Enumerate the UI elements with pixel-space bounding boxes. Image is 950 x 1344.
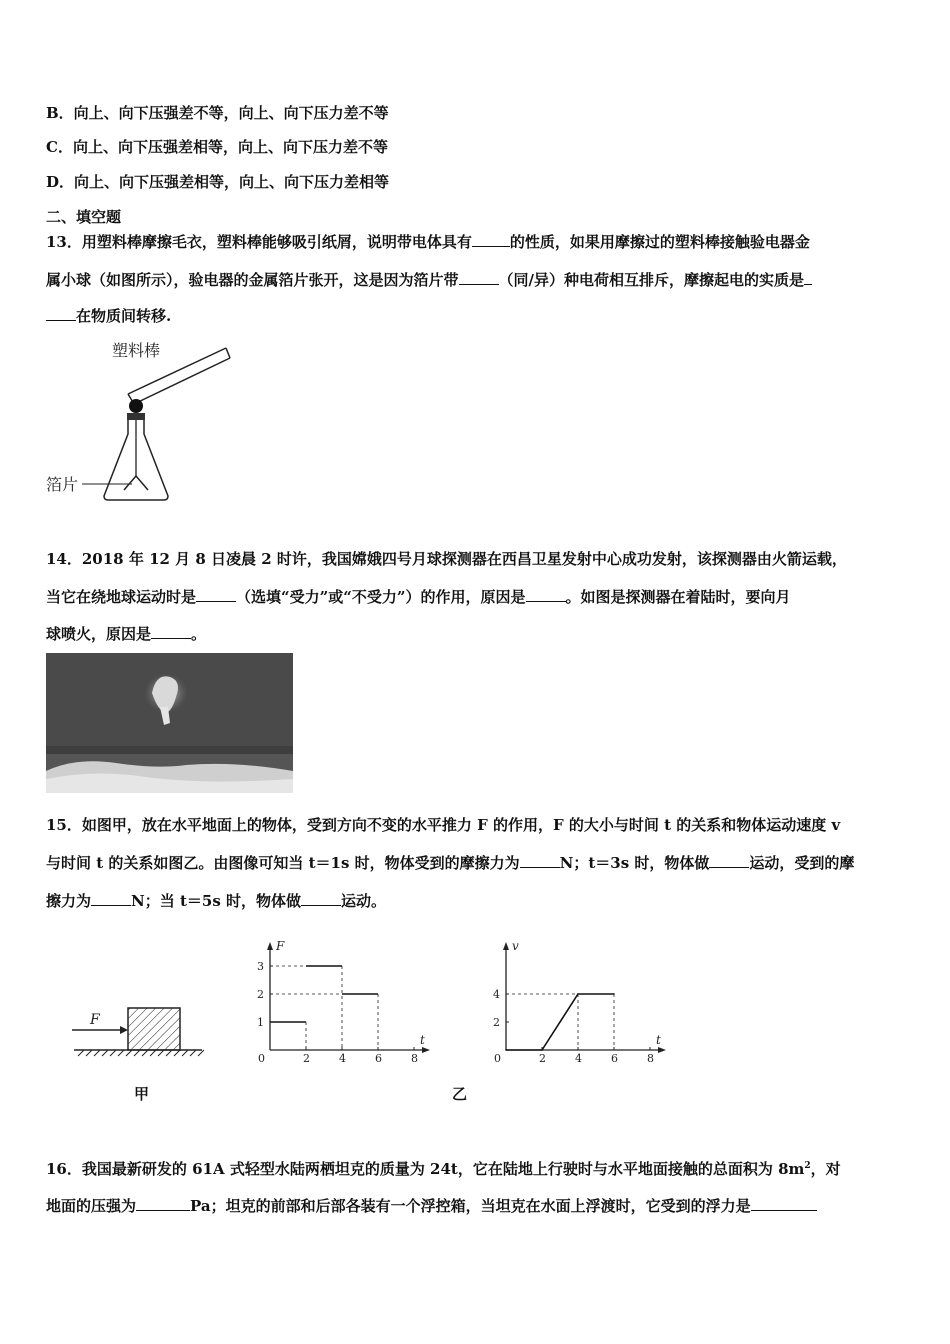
ft-x-tick-0: 0 (258, 1052, 265, 1065)
q14-blank-1[interactable] (196, 587, 236, 602)
option-c: C．向上、向下压强差相等，向上、向下压力差不等 (46, 138, 388, 156)
ft-x-label: t (420, 1033, 425, 1047)
vt-point-1 (541, 1049, 543, 1051)
q13-blank-3a[interactable] (804, 270, 812, 285)
option-b: B．向上、向下压强差不等，向上、向下压力差不等 (46, 104, 389, 122)
vt-x-label: t (656, 1033, 661, 1047)
ft-y-arrow (267, 942, 273, 950)
vt-x-arrow (658, 1047, 666, 1053)
force-label: F (90, 1012, 100, 1028)
vt-point-0 (505, 1049, 507, 1051)
q14-line3: 球喷火，原因是 。 (46, 625, 207, 643)
ft-x-tick-2: 2 (303, 1052, 310, 1065)
caption-jia: 甲 (134, 1085, 150, 1103)
foil-left (124, 476, 136, 490)
foil-right (136, 476, 148, 490)
q16-blank-1[interactable] (136, 1196, 190, 1211)
ft-y-tick-2: 2 (257, 988, 264, 1001)
vt-x-tick-8: 8 (647, 1052, 654, 1065)
ft-x-tick-6: 6 (375, 1052, 382, 1065)
q14-line1: 14．2018 年 12 月 8 日凌晨 2 时许，我国嫦娥四号月球探测器在西昌卫星发射中心成功发射，该探测器由火箭运载， (46, 550, 847, 568)
q16-line2: 地面的压强为 Pa；坦克的前部和后部各装有一个浮控箱，当坦克在水面上浮渡时，它受到的浮力是 (46, 1195, 817, 1216)
ft-y-label: F (276, 939, 285, 953)
caption-yi: 乙 (452, 1085, 468, 1103)
q13-line1: 13．用塑料棒摩擦毛衣，塑料棒能够吸引纸屑，说明带电体具有 的性质，如果用摩擦过的塑料棒接触验电器金 (46, 233, 810, 251)
q15-line3: 擦力为 N；当 t＝5s 时，物体做 运动。 (46, 892, 386, 910)
ft-y-tick-1: 1 (257, 1016, 264, 1029)
force-time-chart (248, 936, 438, 1070)
q15-line2: 与时间 t 的关系如图乙。由图像可知当 t＝1s 时，物体受到的摩擦力为 N；t＝3s 时，物体做 运动，受到的摩 (46, 854, 855, 872)
q15-blank-1[interactable] (520, 853, 560, 868)
q13-line3: 在物质间转移. (46, 305, 171, 326)
metal-ball (129, 399, 143, 413)
vt-y-tick-2: 2 (493, 1016, 500, 1029)
vt-x-tick-0: 0 (494, 1052, 501, 1065)
q14-blank-2[interactable] (526, 587, 566, 602)
q14-blank-3[interactable] (151, 624, 191, 639)
stopper (127, 413, 145, 420)
ft-y-tick-3: 3 (257, 960, 264, 973)
q13-blank-1[interactable] (472, 232, 510, 247)
vt-series-line (506, 994, 614, 1050)
q16-line1: 16．我国最新研发的 61A 式轻型水陆两栖坦克的质量为 24t，它在陆地上行驶时与水平地面接触的总面积为 $8m^2$，对 (46, 1160, 841, 1178)
q13-line2: 属小球（如图所示），验电器的金属箔片张开，这是因为箔片带 （同/异）种电荷相互排斥，摩擦起电的实质是 (46, 269, 812, 290)
block-figure (70, 1000, 210, 1060)
force-arrowhead (120, 1026, 128, 1034)
q15-blank-2[interactable] (709, 853, 749, 868)
section-title: 二、填空题 (46, 208, 122, 226)
q13-blank-2[interactable] (459, 270, 499, 285)
vt-y-tick-4: 4 (493, 988, 500, 1001)
vt-x-tick-6: 6 (611, 1052, 618, 1065)
vt-x-tick-2: 2 (539, 1052, 546, 1065)
rod-label: 塑料棒 (112, 341, 161, 360)
q13-blank-3b[interactable] (46, 306, 76, 321)
velocity-time-chart (484, 936, 674, 1070)
vt-x-tick-4: 4 (575, 1052, 582, 1065)
option-d: D．向上、向下压强差相等，向上、向下压力差相等 (46, 173, 390, 191)
ft-x-tick-8: 8 (411, 1052, 418, 1065)
vt-y-label: v (512, 939, 519, 953)
lunar-landing-photo (46, 653, 293, 793)
vt-y-arrow (503, 942, 509, 950)
ft-x-tick-4: 4 (339, 1052, 346, 1065)
q14-line2: 当它在绕地球运动时是 （选填“受力”或“不受力”）的作用，原因是 。如图是探测器在着陆时，要向月 (46, 588, 791, 606)
foil-label: 箔片 (46, 475, 79, 494)
q15-line1: 15．如图甲，放在水平地面上的物体，受到方向不变的水平推力 F 的作用，F 的大小与时间 t 的关系和物体运动速度 v (46, 816, 841, 834)
block (128, 1008, 180, 1050)
q15-blank-4[interactable] (301, 891, 341, 906)
q16-blank-2[interactable] (751, 1196, 817, 1211)
ft-x-arrow (422, 1047, 430, 1053)
electroscope-figure (44, 338, 244, 508)
q15-blank-3[interactable] (91, 891, 131, 906)
